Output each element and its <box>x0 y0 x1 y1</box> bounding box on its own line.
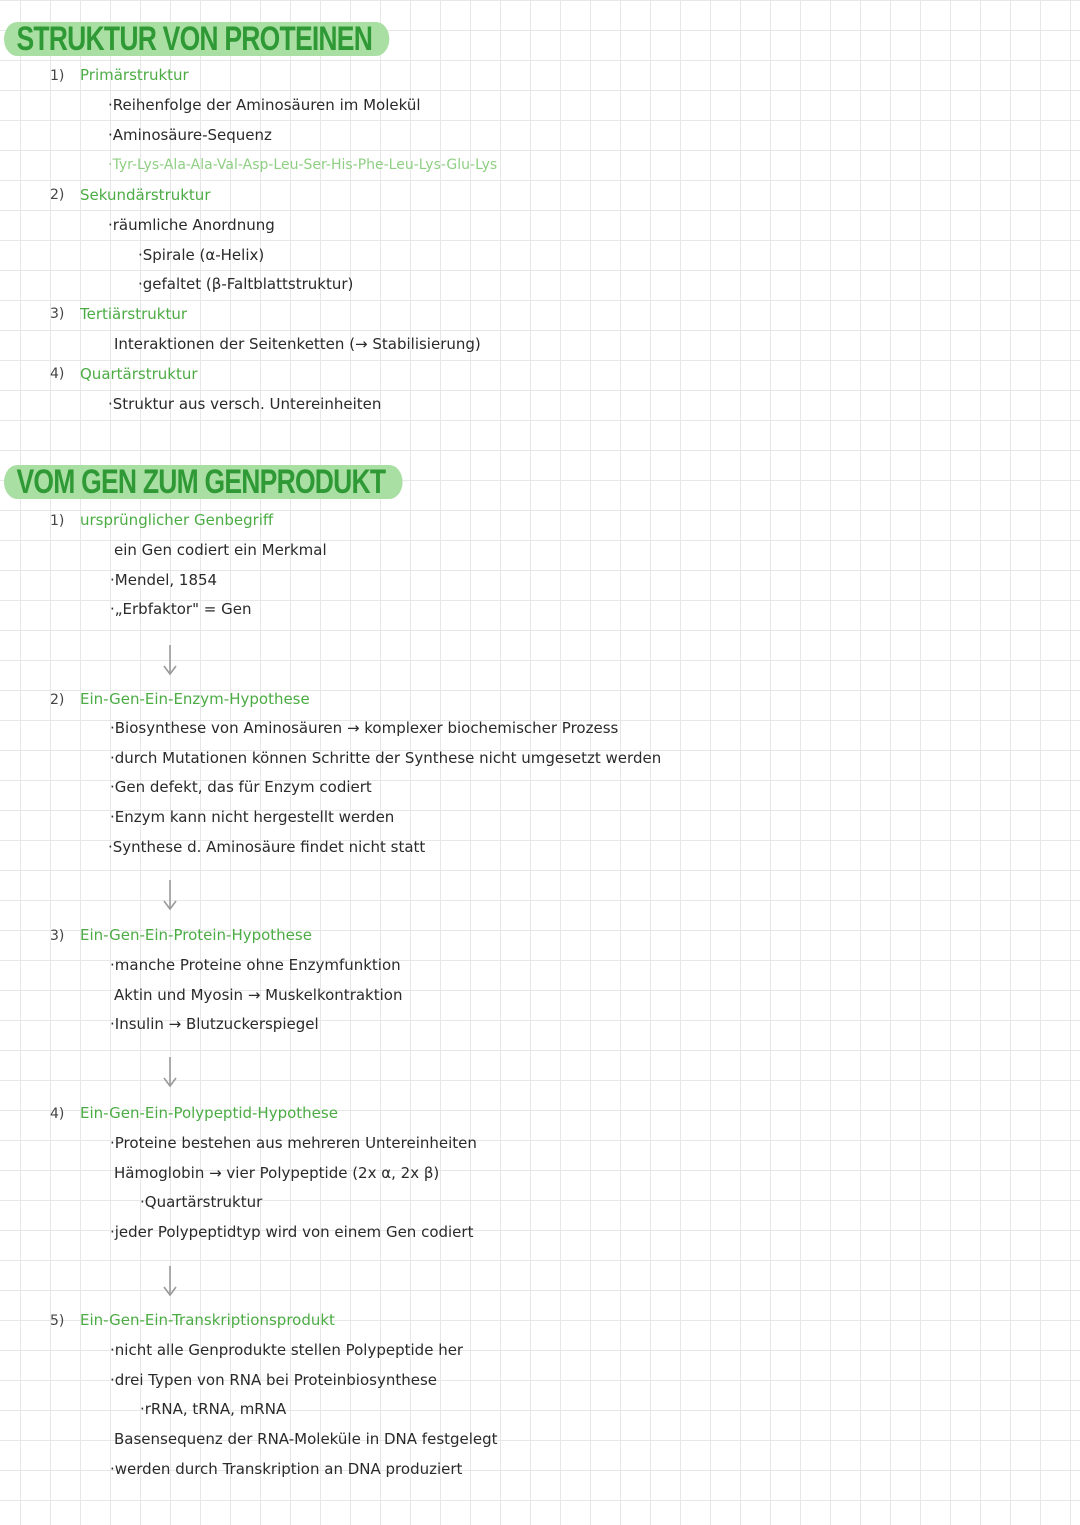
section-heading-gene-to-product: VOM GEN ZUM GENPRODUKT <box>4 465 403 499</box>
text-line: ·Quartärstruktur <box>140 1193 263 1211</box>
subheading-tertiary-structure: Tertiärstruktur <box>80 305 188 323</box>
text-line: ·Struktur aus versch. Untereinheiten <box>108 395 382 413</box>
text-line: Basensequenz der RNA-Moleküle in DNA festgelegt <box>114 1430 498 1448</box>
item-number: 2) <box>50 187 65 203</box>
subheading-original-gene-concept: ursprünglicher Genbegriff <box>80 511 274 529</box>
text-line: ·durch Mutationen können Schritte der Synthese nicht umgesetzt werden <box>110 749 662 767</box>
text-line: ·Spirale (α-Helix) <box>138 246 265 264</box>
text-line: ·Enzym kann nicht hergestellt werden <box>110 808 395 826</box>
subheading-one-gene-one-enzyme: Ein-Gen-Ein-Enzym-Hypothese <box>80 690 310 708</box>
item-number: 3) <box>50 306 65 322</box>
text-line: Hämoglobin → vier Polypeptide (2x α, 2x β) <box>114 1164 440 1182</box>
text-line: ·„Erbfaktor" = Gen <box>110 600 252 618</box>
subheading-primary-structure: Primärstruktur <box>80 66 189 84</box>
text-line: ·gefaltet (β-Faltblattstruktur) <box>138 275 354 293</box>
text-line: ·jeder Polypeptidtyp wird von einem Gen codiert <box>110 1223 474 1241</box>
down-arrow-icon <box>161 643 179 677</box>
down-arrow-icon <box>161 878 179 912</box>
text-line: ·werden durch Transkription an DNA produziert <box>110 1460 463 1478</box>
text-line: ein Gen codiert ein Merkmal <box>114 541 327 559</box>
item-number: 4) <box>50 1106 65 1122</box>
text-line: ·Proteine bestehen aus mehreren Untereinheiten <box>110 1134 477 1152</box>
text-line: ·Gen defekt, das für Enzym codiert <box>110 778 372 796</box>
text-line: ·Aminosäure-Sequenz <box>108 126 272 144</box>
item-number: 1) <box>50 513 65 529</box>
subheading-quaternary-structure: Quartärstruktur <box>80 365 198 383</box>
subheading-one-gene-one-polypeptide: Ein-Gen-Ein-Polypeptid-Hypothese <box>80 1104 338 1122</box>
amino-acid-sequence: ·Tyr-Lys-Ala-Ala-Val-Asp-Leu-Ser-His-Phe-Leu-Lys-Glu-Lys <box>108 157 498 173</box>
text-line: Interaktionen der Seitenketten (→ Stabilisierung) <box>114 335 481 353</box>
text-line: ·Insulin → Blutzuckerspiegel <box>110 1015 319 1033</box>
text-line: ·Synthese d. Aminosäure findet nicht statt <box>108 838 426 856</box>
item-number: 2) <box>50 692 65 708</box>
section-heading-structure: STRUKTUR VON PROTEINEN <box>4 22 389 56</box>
subheading-one-gene-one-protein: Ein-Gen-Ein-Protein-Hypothese <box>80 926 312 944</box>
text-line: ·manche Proteine ohne Enzymfunktion <box>110 956 401 974</box>
text-line: ·Reihenfolge der Aminosäuren im Molekül <box>108 96 421 114</box>
down-arrow-icon <box>161 1264 179 1298</box>
item-number: 3) <box>50 928 65 944</box>
text-line: ·Biosynthese von Aminosäuren → komplexer biochemischer Prozess <box>110 719 619 737</box>
text-line: Aktin und Myosin → Muskelkontraktion <box>114 986 403 1004</box>
text-line: ·nicht alle Genprodukte stellen Polypeptide her <box>110 1341 464 1359</box>
down-arrow-icon <box>161 1055 179 1089</box>
text-line: ·drei Typen von RNA bei Proteinbiosynthese <box>110 1371 438 1389</box>
subheading-one-gene-one-transcription-product: Ein-Gen-Ein-Transkriptionsprodukt <box>80 1311 335 1329</box>
text-line: ·Mendel, 1854 <box>110 571 218 589</box>
item-number: 4) <box>50 366 65 382</box>
text-line: ·rRNA, tRNA, mRNA <box>140 1400 287 1418</box>
subheading-secondary-structure: Sekundärstruktur <box>80 186 211 204</box>
item-number: 5) <box>50 1313 65 1329</box>
text-line: ·räumliche Anordnung <box>108 216 275 234</box>
item-number: 1) <box>50 68 65 84</box>
